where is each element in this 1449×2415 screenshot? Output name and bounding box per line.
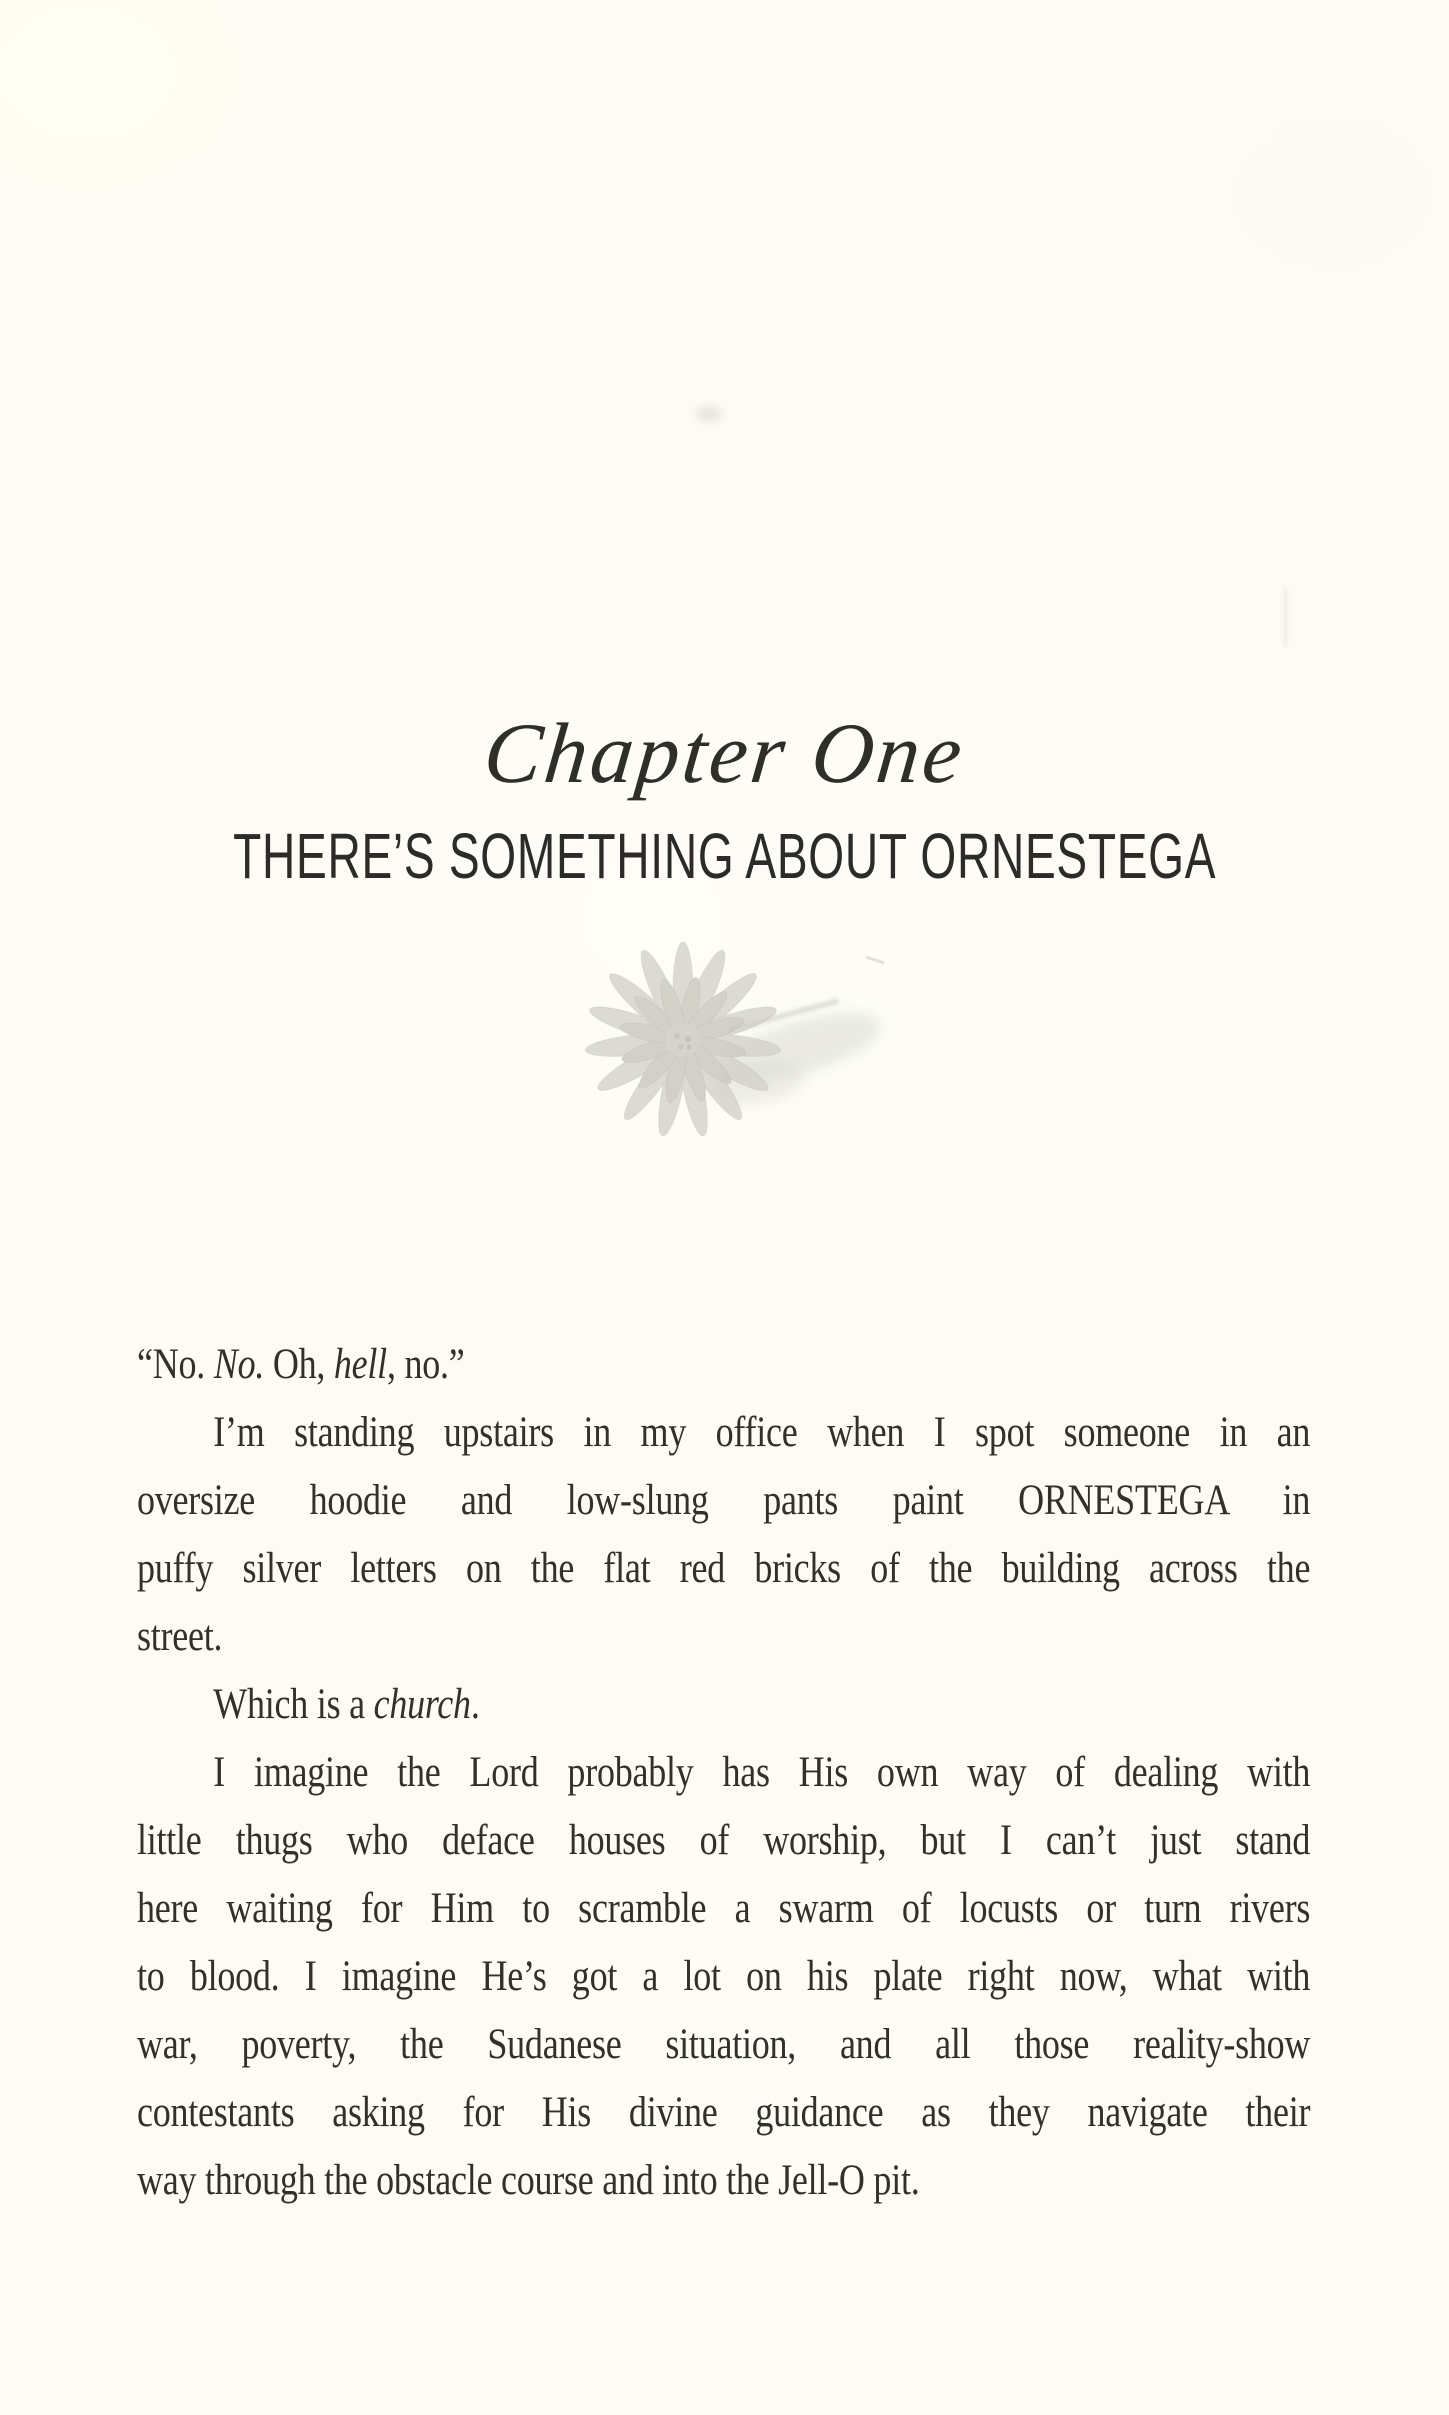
body-line: [137, 1467, 1310, 1535]
body-segment: oversize hoodie and low-slung pants paint ORNESTEGA in: [137, 1477, 1311, 1524]
body-segment: little thugs who deface houses of worship, but I can’t just stand: [137, 1817, 1311, 1864]
body-segment-italic: No.: [213, 1341, 265, 1388]
body-line: [137, 1603, 1310, 1671]
body-line: [137, 1671, 1310, 1739]
body-line: [137, 1331, 1310, 1399]
body-segment: Oh,: [264, 1341, 334, 1388]
body-line: [137, 1943, 1310, 2011]
body-segment: here waiting for Him to scramble a swarm of locusts or turn rivers: [137, 1885, 1311, 1932]
body-segment: street.: [137, 1613, 223, 1660]
body-segment: I’m standing upstairs in my office when I spot someone in an: [213, 1409, 1311, 1456]
body-text: [137, 1331, 1310, 2215]
body-segment: .: [470, 1681, 480, 1728]
body-segment: war, poverty, the Sudanese situation, and all those reality-show: [137, 2021, 1311, 2068]
chapter-heading-script: Chapter One: [479, 705, 970, 801]
scan-line-artifact: [1284, 588, 1287, 646]
body-line: [137, 2079, 1310, 2147]
body-segment: to blood. I imagine He’s got a lot on his plate right now, what with: [137, 1953, 1311, 2000]
body-segment: Which is a: [213, 1681, 374, 1728]
body-segment: contestants asking for His divine guidance as they navigate their: [137, 2089, 1311, 2136]
body-line: [137, 1399, 1310, 1467]
body-segment-italic: hell: [333, 1341, 387, 1388]
body-line: [137, 2147, 1310, 2215]
flower-ornament: [570, 935, 900, 1155]
body-segment: “No.: [137, 1341, 214, 1388]
chapter-title-text: THERE’S SOMETHING ABOUT ORNESTEGA: [232, 820, 1217, 892]
body-segment: puffy silver letters on the flat red bricks of the building across the: [137, 1545, 1311, 1592]
body-line: [137, 1739, 1310, 1807]
body-line: [137, 1535, 1310, 1603]
scan-smudge: [696, 406, 722, 422]
body-segment-italic: church: [373, 1681, 471, 1728]
body-line: [137, 1875, 1310, 1943]
body-segment: way through the obstacle course and into the Jell-O pit.: [137, 2157, 920, 2204]
body-segment: I imagine the Lord probably has His own way of dealing with: [213, 1749, 1311, 1796]
body-line: [137, 2011, 1310, 2079]
body-line: [137, 1807, 1310, 1875]
chapter-title: [0, 820, 1449, 892]
body-segment: , no.”: [386, 1341, 465, 1388]
